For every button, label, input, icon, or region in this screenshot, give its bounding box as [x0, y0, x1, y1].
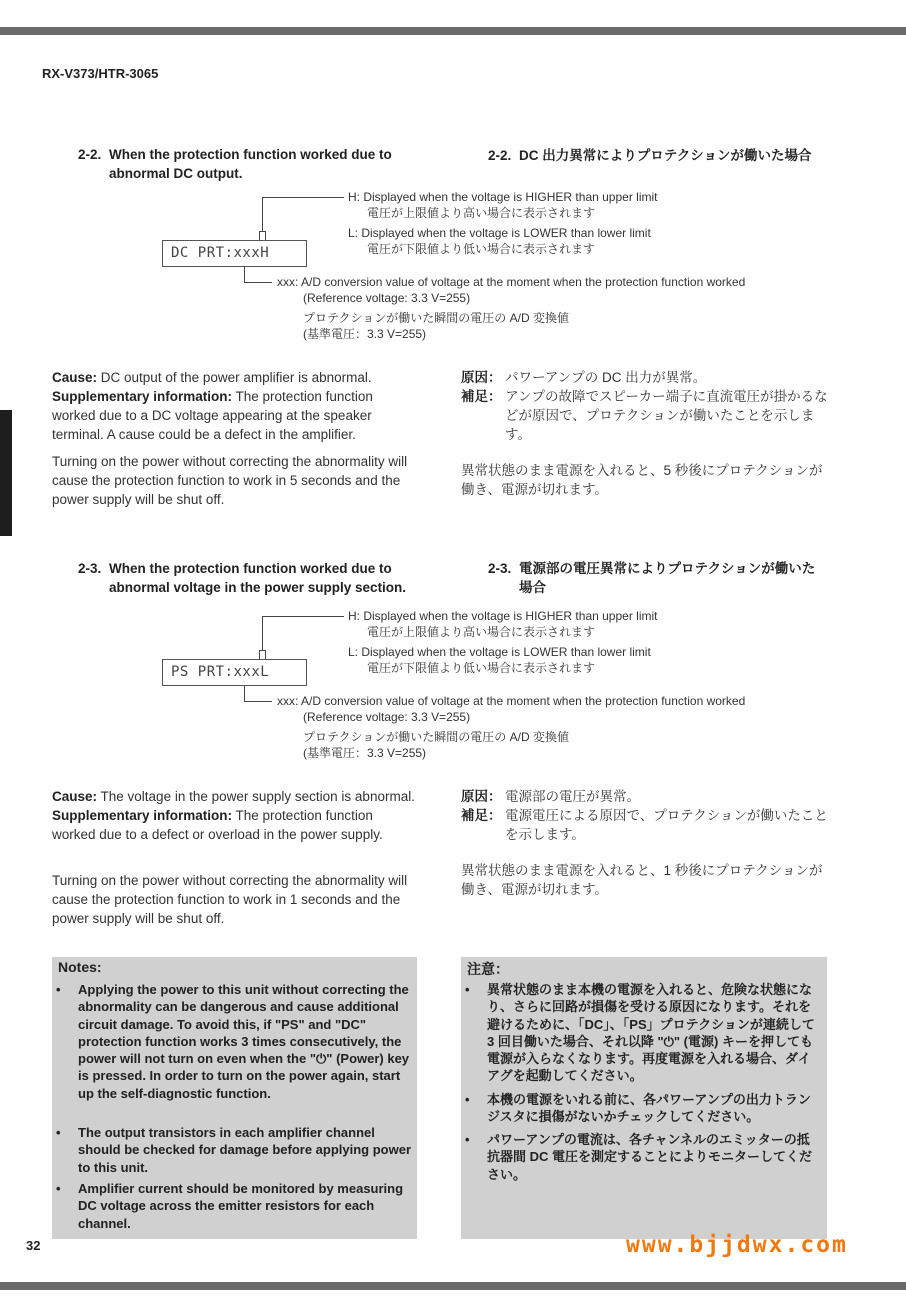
section-22-title-jp: DC 出力異常によりプロテクションが働いた場合 [519, 148, 812, 163]
section-23-cause-jp [461, 787, 836, 807]
connector-line [244, 282, 272, 283]
connector-line [244, 267, 245, 282]
supp-text: The protection function worked due to a defect or overload in the power supply. [52, 808, 383, 842]
section-23-number-jp: 2-3. [488, 561, 512, 576]
note-item [56, 1124, 412, 1179]
note-text: 異常状態のまま本機の電源を入れると、危険な状態になり、さらに回路が損傷を受ける原因になります。それを避けるために、「DC」、「PS」プロテクションが連続して 3 回目働いた場合、それ以降 "⏻" (電源) キーを押しても電源が入らなくなります。再度電源を入れる場合、ダイアグを起動してください。 [487, 982, 815, 1084]
bullet-dot: • [56, 982, 61, 997]
note-text: 本機の電源をいれる前に、各パワーアンプの出力トランジスタに損傷がないかチェックしてください。 [487, 1092, 811, 1125]
bullet-dot: • [465, 1092, 470, 1107]
note-item [56, 981, 412, 1121]
xxx-note-jp: プロテクションが働いた瞬間の電圧の A/D 変換値 [303, 730, 569, 744]
xxx-ref-jp: (基準電圧：3.3 V=255) [303, 327, 427, 341]
cause-text: The voltage in the power supply section is abnormal. [100, 789, 415, 804]
xxx-note-en: xxx: A/D conversion value of voltage at the moment when the protection function worked [277, 694, 746, 708]
section-23-turning-jp: 異常状態のまま電源を入れると、1 秒後にプロテクションが働き、電源が切れます。 [461, 863, 823, 897]
supp-label: Supplementary information: [52, 389, 233, 404]
note-item [56, 1180, 412, 1235]
model-header: RX-V373/HTR-3065 [42, 66, 159, 81]
connector-line [244, 686, 245, 701]
section-22-supp-jp [461, 387, 836, 447]
section-22-heading-en [78, 145, 423, 185]
section-23-turning-en: Turning on the power without correcting the abnormality will cause the protection function to work in 1 seconds and the power supply will be shut off. [52, 873, 408, 926]
l-note [348, 644, 651, 676]
cause-label: Cause: [52, 789, 98, 804]
cause-text-jp: パワーアンプの DC 出力が異常。 [505, 370, 707, 385]
section-22-cause-jp [461, 368, 836, 388]
supp-label-jp: 補足： [461, 389, 502, 404]
bullet-dot: • [56, 1181, 61, 1196]
section-22-title: When the protection function worked due to abnormal DC output. [109, 147, 392, 181]
l-note-jp: 電圧が下限値より低い場合に表示されます [367, 242, 596, 256]
l-note [348, 225, 651, 257]
watermark: www.bjjdwx.com [626, 1232, 848, 1258]
note-text: The output transistors in each amplifier channel should be checked for damage before applying power to this unit. [78, 1125, 412, 1175]
connector-line [244, 701, 272, 702]
l-note-jp: 電圧が下限値より低い場合に表示されます [367, 661, 596, 675]
xxx-note [277, 274, 745, 342]
notes-box-jp [461, 957, 827, 1239]
note-text: Amplifier current should be monitored by measuring DC voltage across the emitter resistors for each channel. [78, 1181, 404, 1231]
xxx-ref: (Reference voltage: 3.3 V=255) [303, 710, 471, 724]
cause-text: DC output of the power amplifier is abnormal. [100, 370, 372, 385]
note-item [465, 981, 823, 1091]
xxx-ref-jp: (基準電圧：3.3 V=255) [303, 746, 427, 760]
connector-line [262, 616, 263, 650]
xxx-note [277, 693, 745, 761]
bullet-dot: • [465, 982, 470, 997]
h-note-jp: 電圧が上限値より高い場合に表示されます [367, 625, 596, 639]
h-note [348, 608, 657, 640]
section-23-number: 2-3. [78, 561, 102, 576]
bullet-dot: • [56, 1125, 61, 1140]
section-22-number-jp: 2-2. [488, 148, 512, 163]
section-23-cause-en [52, 787, 418, 844]
note-text: パワーアンプの電流は、各チャンネルのエミッターの抵抗器間 DC 電圧を測定することによりモニターしてください。 [487, 1132, 813, 1182]
section-22-cause-en [52, 368, 418, 444]
connector-line [262, 197, 344, 198]
xxx-note-jp: プロテクションが働いた瞬間の電圧の A/D 変換値 [303, 311, 569, 325]
notes-title: Notes: [58, 959, 102, 975]
supp-label-jp: 補足： [461, 808, 502, 823]
section-22-turning-en: Turning on the power without correcting the abnormality will cause the protection function to work in 5 seconds and the power supply will be shut off. [52, 454, 408, 507]
xxx-ref: (Reference voltage: 3.3 V=255) [303, 291, 471, 305]
notes-box-en [52, 957, 417, 1239]
section-22-turning-jp: 異常状態のまま電源を入れると、5 秒後にプロテクションが働き、電源が切れます。 [461, 463, 823, 497]
connector-tick [259, 650, 266, 659]
note-item [465, 1091, 823, 1131]
h-note-en: H: Displayed when the voltage is HIGHER than upper limit [348, 609, 658, 623]
section-23-supp-jp [461, 806, 836, 846]
supp-text: The protection function worked due to a DC voltage appearing at the speaker terminal. A cause could be a defect in the amplifier. [52, 389, 373, 442]
connector-tick [259, 231, 266, 240]
cause-label-jp: 原因： [461, 789, 502, 804]
supp-label: Supplementary information: [52, 808, 233, 823]
top-rule [0, 27, 906, 35]
section-22-number: 2-2. [78, 147, 102, 162]
cause-label: Cause: [52, 370, 98, 385]
note-text: Applying the power to this unit without correcting the abnormality can be dangerous and cause additional circuit damage. To avoid this, if "PS" and "DC" protection function works 3 times consecutively, the power will not turn on even when the "⏻" (Power) key is pressed. In order to turn on the power again, start up the self-diagnostic function. [78, 982, 410, 1101]
cause-label-jp: 原因： [461, 370, 502, 385]
section-23-heading-jp [488, 559, 833, 599]
connector-line [262, 616, 344, 617]
ps-prt-display: PS PRT:xxxL [162, 659, 307, 686]
l-note-en: L: Displayed when the voltage is LOWER than lower limit [348, 645, 651, 659]
section-23-heading-en [78, 559, 423, 599]
note-item [465, 1131, 823, 1189]
section-22-heading-jp [488, 146, 833, 168]
section-23-title-jp: 電源部の電圧異常によりプロテクションが働いた場合 [519, 561, 816, 595]
h-note-en: H: Displayed when the voltage is HIGHER than upper limit [348, 190, 658, 204]
l-note-en: L: Displayed when the voltage is LOWER than lower limit [348, 226, 651, 240]
h-note [348, 189, 657, 221]
dc-prt-display: DC PRT:xxxH [162, 240, 307, 267]
xxx-note-en: xxx: A/D conversion value of voltage at the moment when the protection function worked [277, 275, 746, 289]
side-tab [0, 410, 12, 536]
page-number: 32 [26, 1238, 41, 1253]
connector-line [262, 197, 263, 231]
h-note-jp: 電圧が上限値より高い場合に表示されます [367, 206, 596, 220]
supp-text-jp: 電源電圧による原因で、プロテクションが働いたことを示します。 [505, 808, 828, 842]
notes-title-jp: 注意： [467, 961, 509, 977]
bottom-rule [0, 1282, 906, 1290]
section-23-title: When the protection function worked due to abnormal voltage in the power supply section. [109, 561, 407, 595]
supp-text-jp: アンプの故障でスピーカー端子に直流電圧が掛かるなどが原因で、プロテクションが働いたことを示します。 [505, 389, 828, 442]
cause-text-jp: 電源部の電圧が異常。 [505, 789, 640, 804]
bullet-dot: • [465, 1132, 470, 1147]
